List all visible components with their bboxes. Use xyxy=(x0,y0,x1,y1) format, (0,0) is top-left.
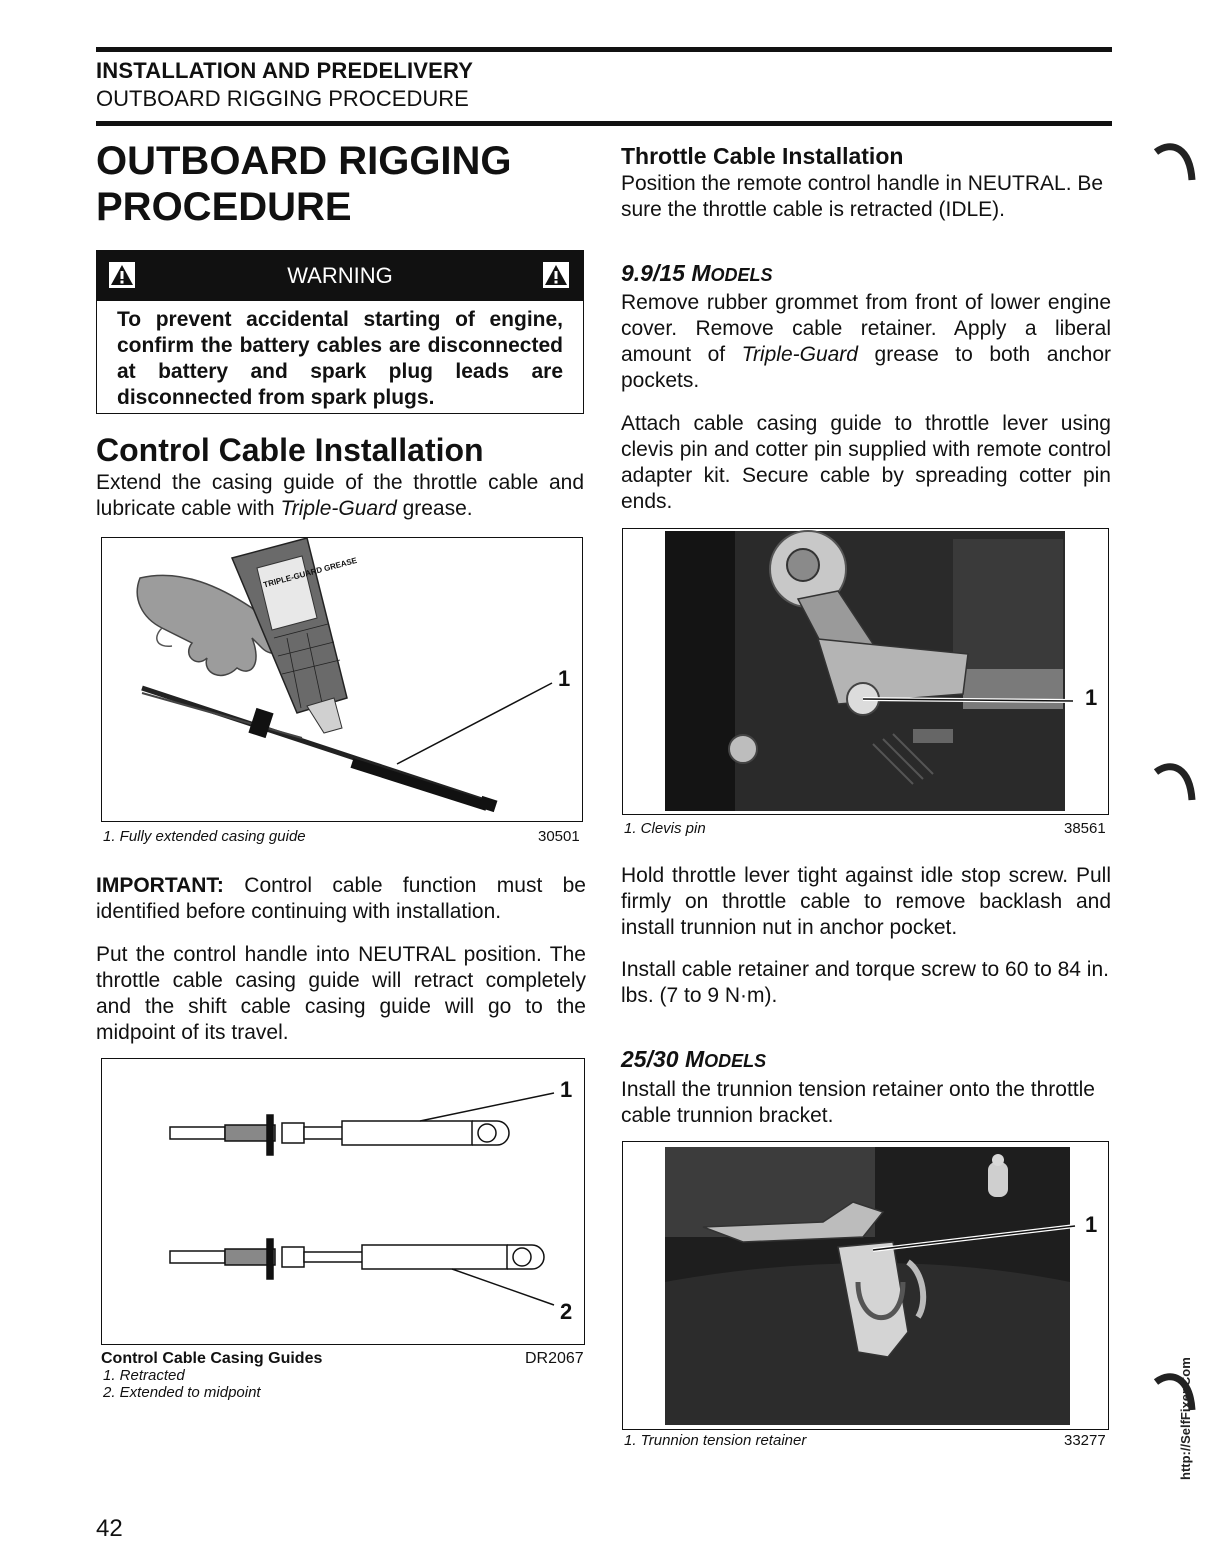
figure-clevis-pin-photo xyxy=(622,528,1109,815)
figure3-caption: 1. Clevis pin xyxy=(624,820,706,837)
figure-casing-guides xyxy=(101,1058,585,1345)
figure2-callout-1: 1 xyxy=(560,1077,573,1102)
text-run: grease to both anchor pockets. xyxy=(621,343,1111,392)
header-top-rule xyxy=(96,47,1112,52)
figure4-callout: 1 xyxy=(1085,1212,1098,1237)
text-run: Extend the casing guide of the throttle cable and lubricate cable with xyxy=(96,471,584,520)
page-number: 42 xyxy=(96,1515,123,1542)
watermark-url: http://SelfFixer.Com xyxy=(1178,1357,1193,1480)
figure1-number: 30501 xyxy=(538,828,580,845)
page-title-line1: OUTBOARD RIGGING xyxy=(96,139,512,183)
hold-paragraph: Hold throttle lever tight against idle stop screw. Pull firmly on throttle cable to remove backlash and install trunnion nut in anchor pocket. xyxy=(621,864,1111,939)
figure1-caption: 1. Fully extended casing guide xyxy=(103,828,306,845)
figure4-number: 33277 xyxy=(1064,1432,1106,1449)
trunnion-illustration xyxy=(623,1142,1108,1429)
warning-bar xyxy=(97,251,583,301)
important-paragraph xyxy=(96,873,586,925)
figure1-callout: 1 xyxy=(558,666,571,691)
figure3-number: 38561 xyxy=(1064,820,1106,837)
product-name: Triple-Guard xyxy=(741,343,858,366)
clevis-pin-illustration xyxy=(623,529,1108,814)
heading-smallcaps: ODELS xyxy=(704,1051,767,1071)
heading-smallcaps: ODELS xyxy=(710,265,773,285)
figure2-number: DR2067 xyxy=(525,1350,584,1367)
models-2530-heading xyxy=(621,1046,766,1073)
binder-hole-mark xyxy=(1150,760,1200,820)
casing-guides-diagram xyxy=(102,1059,584,1344)
neutral-paragraph: Put the control handle into NEUTRAL position. The throttle cable casing guide will retract completely and the shift cable casing guide will go to the midpoint of its travel. xyxy=(96,943,586,1044)
important-label: IMPORTANT: xyxy=(96,874,224,897)
control-cable-heading: Control Cable Installation xyxy=(96,432,484,468)
page-title xyxy=(96,138,576,230)
figure2-callout-2: 2 xyxy=(560,1299,573,1324)
text-run: grease. xyxy=(396,497,473,520)
binder-hole-mark xyxy=(1150,140,1200,200)
heading-text: 25/30 M xyxy=(621,1046,705,1072)
grease-photo-illustration xyxy=(102,538,582,821)
figure-grease-photo xyxy=(101,537,583,822)
models-915-paragraph-1 xyxy=(621,290,1111,394)
warning-label: WARNING xyxy=(287,263,393,288)
text-run: Control cable function must be identified before continuing with installation. xyxy=(96,874,586,923)
models-2530-paragraph: Install the trunnion tension retainer onto the throttle cable trunnion bracket. xyxy=(621,1078,1095,1127)
figure4-caption: 1. Trunnion tension retainer xyxy=(624,1432,807,1449)
figure-trunnion-photo xyxy=(622,1141,1109,1430)
product-name: Triple-Guard xyxy=(280,497,397,520)
models-915-heading xyxy=(621,260,773,287)
throttle-heading: Throttle Cable Installation xyxy=(621,143,904,169)
page-title-line2: PROCEDURE xyxy=(96,185,352,229)
warning-box xyxy=(96,250,584,414)
header-section: INSTALLATION AND PREDELIVERY xyxy=(96,58,474,83)
retracted-guide xyxy=(170,1115,509,1155)
figure3-callout: 1 xyxy=(1085,685,1098,710)
tube-label: TRIPLE-GUARD GREASE xyxy=(262,555,358,590)
figure2-title: Control Cable Casing Guides xyxy=(101,1350,323,1367)
header-bottom-rule xyxy=(96,121,1112,126)
text-run: Remove rubber grommet from front of lower engine cover. Remove cable retainer. Apply a liberal amount of xyxy=(621,291,1111,366)
control-cable-paragraph xyxy=(96,470,584,522)
install-paragraph: Install cable retainer and torque screw to 60 to 84 in. lbs. (7 to 9 N·m). xyxy=(621,958,1109,1007)
figure2-item-2: 2. Extended to midpoint xyxy=(103,1384,261,1401)
models-915-paragraph-2: Attach cable casing guide to throttle lever using clevis pin and cotter pin supplied with remote control adapter kit. Secure cable by spreading cotter pin ends. xyxy=(621,412,1111,513)
heading-text: 9.9/15 M xyxy=(621,260,711,286)
figure2-item-1: 1. Retracted xyxy=(103,1367,185,1384)
throttle-paragraph: Position the remote control handle in NEUTRAL. Be sure the throttle cable is retracted (IDLE). xyxy=(621,172,1104,221)
extended-guide xyxy=(170,1239,544,1279)
warning-triangle-icon xyxy=(543,262,569,288)
warning-text: To prevent accidental starting of engine, confirm the battery cables are disconnected at battery and spark plug leads are disconnected from spark plugs. xyxy=(117,308,563,409)
header-subsection: OUTBOARD RIGGING PROCEDURE xyxy=(96,86,469,111)
